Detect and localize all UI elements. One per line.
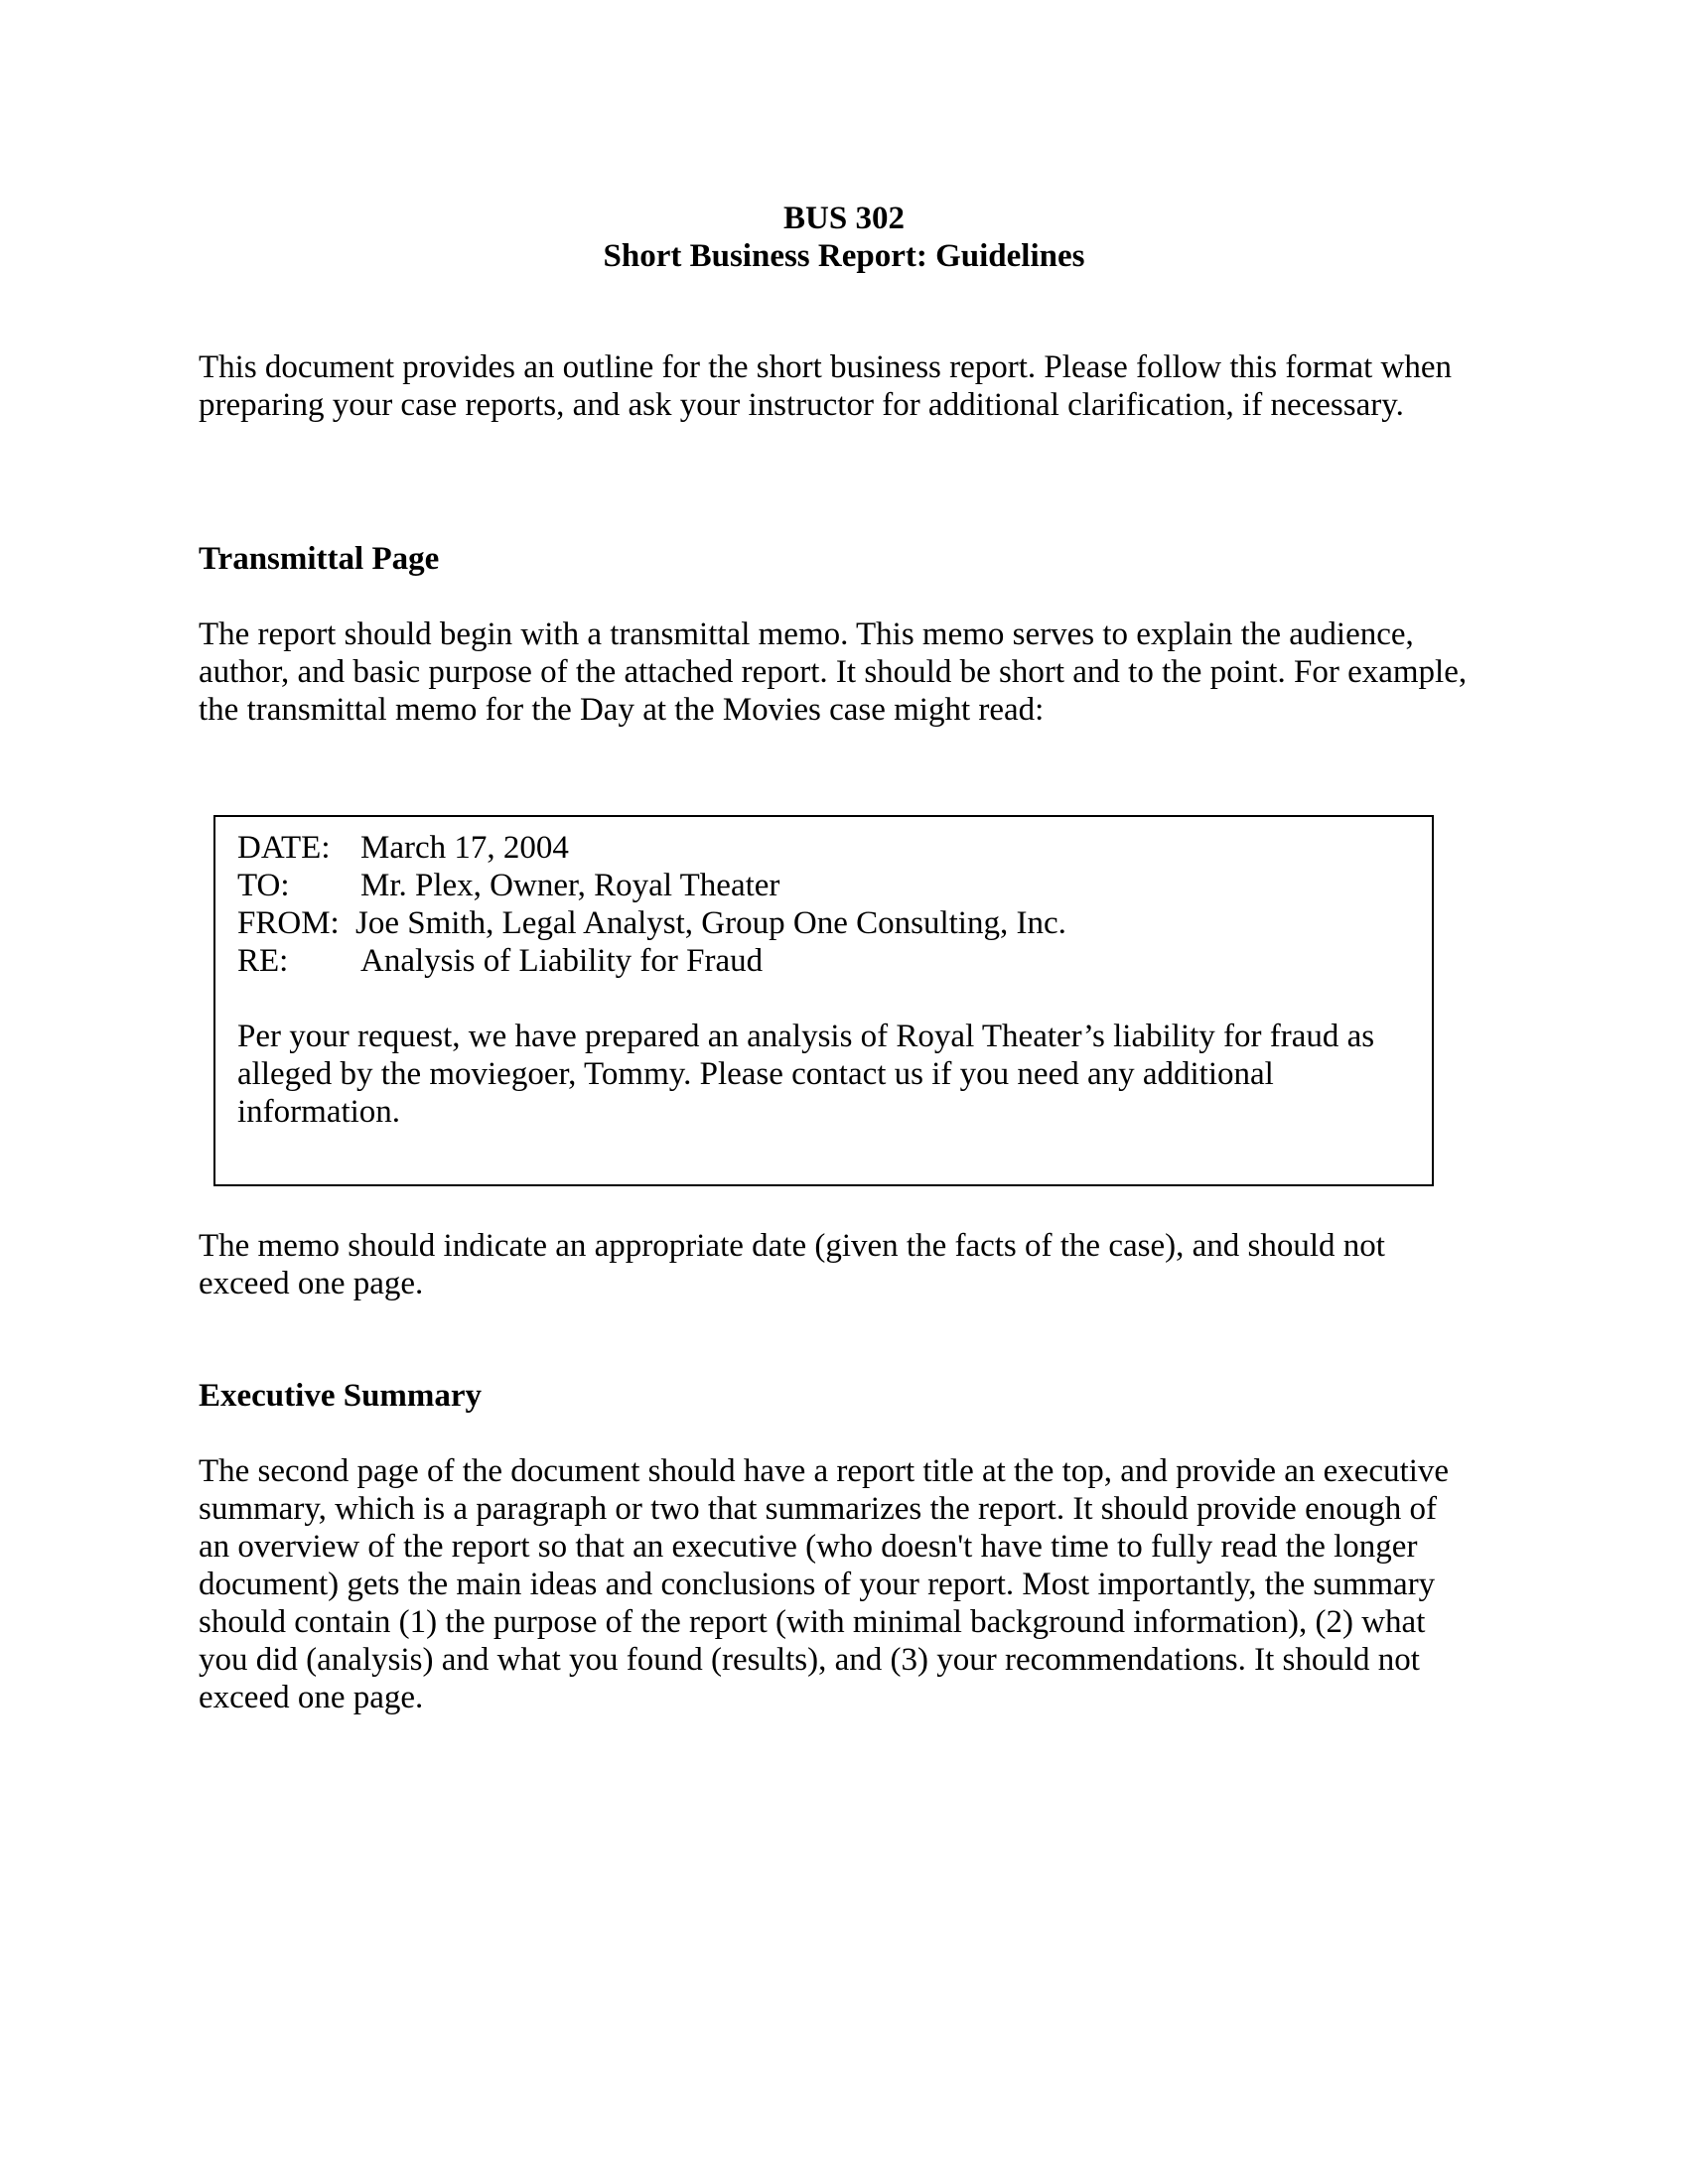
transmittal-line: the transmittal memo for the Day at the Movies case might read:	[199, 692, 1045, 728]
memo-note-paragraph	[199, 1227, 1489, 1302]
memo-re-label: RE:	[237, 943, 289, 979]
memo-from-value: Joe Smith, Legal Analyst, Group One Consulting, Inc.	[355, 905, 1066, 941]
memo-to-value: Mr. Plex, Owner, Royal Theater	[360, 868, 780, 903]
executive-summary-paragraph	[199, 1452, 1489, 1716]
memo-date-label: DATE:	[237, 830, 331, 866]
memo-to-label: TO:	[237, 868, 290, 903]
memo-body-line: Per your request, we have prepared an analysis of Royal Theater’s liability for fraud as	[237, 1019, 1375, 1054]
memo-note-line: The memo should indicate an appropriate date (given the facts of the case), and should not	[199, 1228, 1385, 1264]
summary-line: you did (analysis) and what you found (results), and (3) your recommendations. It should not	[199, 1642, 1420, 1678]
transmittal-line: The report should begin with a transmittal memo. This memo serves to explain the audience,	[199, 616, 1414, 652]
summary-line: exceed one page.	[199, 1680, 424, 1715]
summary-line: an overview of the report so that an executive (who doesn't have time to fully read the longer	[199, 1529, 1418, 1565]
summary-line: The second page of the document should have a report title at the top, and provide an executive	[199, 1453, 1450, 1489]
executive-summary-heading: Executive Summary	[199, 1378, 483, 1414]
example-memo-box	[213, 815, 1434, 1186]
memo-from-label: FROM:	[237, 905, 340, 941]
memo-re-value: Analysis of Liability for Fraud	[360, 943, 764, 979]
memo-body-line: information.	[237, 1094, 401, 1130]
summary-line: summary, which is a paragraph or two that summarizes the report. It should provide enough of	[199, 1491, 1437, 1527]
memo-note-line: exceed one page.	[199, 1266, 424, 1301]
memo-body	[237, 1018, 1409, 1131]
course-title: BUS 302	[783, 201, 905, 236]
document-header	[0, 200, 1688, 275]
document-title: Short Business Report: Guidelines	[603, 238, 1085, 274]
summary-line: document) gets the main ideas and conclusions of your report. Most importantly, the summary	[199, 1567, 1436, 1602]
memo-body-line: alleged by the moviegoer, Tommy. Please contact us if you need any additional	[237, 1056, 1274, 1092]
intro-paragraph	[199, 348, 1489, 424]
summary-line: should contain (1) the purpose of the report (with minimal background information), (2) what	[199, 1604, 1426, 1640]
memo-date-value: March 17, 2004	[360, 830, 569, 866]
transmittal-heading: Transmittal Page	[199, 541, 440, 577]
transmittal-line: author, and basic purpose of the attached report. It should be short and to the point. For example,	[199, 654, 1468, 690]
intro-line: This document provides an outline for the short business report. Please follow this format when	[199, 349, 1453, 385]
intro-line: preparing your case reports, and ask your instructor for additional clarification, if necessary.	[199, 387, 1404, 423]
transmittal-paragraph	[199, 615, 1489, 729]
